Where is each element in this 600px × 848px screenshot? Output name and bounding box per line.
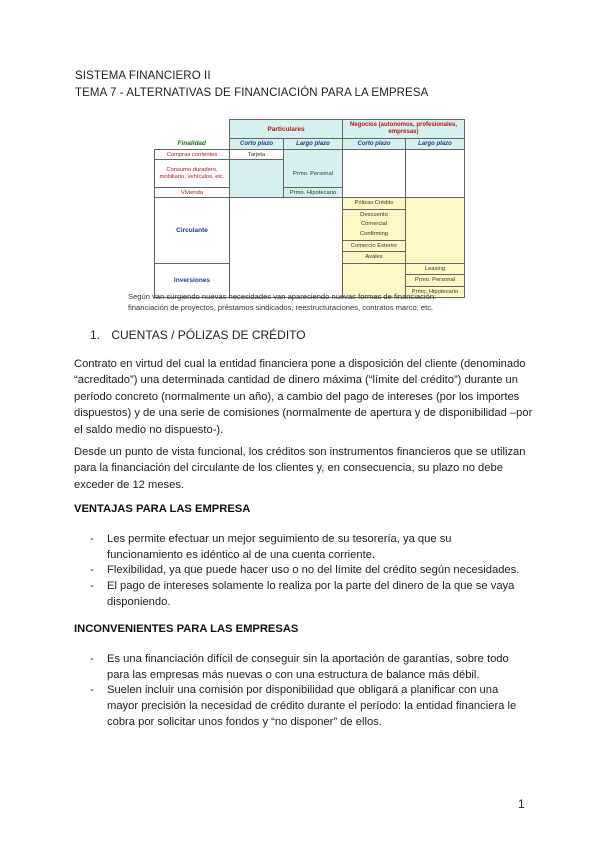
header-corto-plazo-negocios: Corto plazo xyxy=(343,139,406,150)
product-prmo-hipotecario: Prmo. Hipotecario xyxy=(411,288,459,295)
product-avales: Avales xyxy=(365,254,383,260)
section-number: 1. xyxy=(90,328,101,342)
document-header-topic: TEMA 7 - ALTERNATIVAS DE FINANCIACIÓN PARA LA EMPRESA xyxy=(75,87,429,99)
list-item: - Suelen incluir una comisión por disponibilidad que obligará a planificar con una mayor precisión la necesidad de crédito durante el período: la entidad financiera le cobra por solicitar unos fondos y “no disponer” de ellos. xyxy=(90,683,530,730)
product-leasing: Leasing xyxy=(406,264,464,276)
header-largo-plazo-negocios: Largo plazo xyxy=(406,139,465,150)
inconvenientes-heading: INCONVENIENTES PARA LAS EMPRESAS xyxy=(74,623,299,635)
paragraph-functional: Desde un punto de vista funcional, los créditos son instrumentos financieros que se utilizan para la financiación del circulante de los clientes y, en consecuencia, su plazo no debe exceder de 12 meses. xyxy=(74,446,526,491)
row-inversiones: Inversiones xyxy=(155,263,230,298)
cell-prmo-personal: Prmo. Personal xyxy=(293,170,333,177)
product-confirming: Confirming xyxy=(343,229,405,241)
financing-table xyxy=(154,119,465,298)
header-corto-plazo-particulares: Corto plazo xyxy=(230,139,284,150)
product-comercio-exterior: Comercio Exterior xyxy=(343,241,405,253)
table-caption xyxy=(128,291,436,313)
product-polizas-credito: Pólizas Crédito xyxy=(343,198,405,210)
row-vivienda: Vivienda xyxy=(155,188,230,198)
section-heading xyxy=(90,328,306,342)
row-circulante: Circulante xyxy=(155,198,230,264)
list-item: - Flexibilidad, ya que puede hacer uso o no del límite del crédito según necesidades. xyxy=(90,563,530,579)
ventajas-heading: VENTAJAS PARA LAS EMPRESA xyxy=(74,503,251,515)
document-header-subject: SISTEMA FINANCIERO II xyxy=(75,70,211,82)
header-finalidad: Finalidad xyxy=(155,139,230,150)
list-item: - El pago de intereses solamente lo realiza por la parte del dinero de la que se vaya disponiendo. xyxy=(90,579,530,610)
row-compras-corrientes: Compras corrientes xyxy=(155,150,230,160)
list-item: - Es una financiación difícil de conseguir sin la aportación de garantías, sobre todo para las empresas más nuevas o con una estructura de balance más débil. xyxy=(90,652,530,683)
product-prmo-personal: Prmo. Personal xyxy=(406,275,464,287)
circulante-products xyxy=(343,198,406,264)
paragraph-definition: Contrato en virtud del cual la entidad financiera pone a disposición del cliente (denominado “acreditado”) una determinada cantidad de dinero máxima (“límite del crédito”) durante un período concreto (normalmente un año), a cambio del pago de intereses (por los importes dispuestos) y de una serie de comisiones (normalmente de apertura y de disponibilidad –por el saldo medio no dispuesto-). xyxy=(74,358,533,436)
page-number: 1 xyxy=(518,797,525,811)
row-consumo-duradero: Consumo duradero, mobiliario, vehículos, etc. xyxy=(155,160,230,188)
inconvenientes-list xyxy=(90,652,530,731)
cell-prmo-hipotecario: Prmo. Hipotecario xyxy=(284,188,343,198)
header-particulares: Particulares xyxy=(230,120,343,139)
section-title: CUENTAS / PÓLIZAS DE CRÉDITO xyxy=(111,328,306,342)
caption-line-2: financiación de proyectos, préstamos sindicados, reestructuraciones, contratos marco, etc. xyxy=(128,303,434,312)
product-comercial: Comercial xyxy=(360,221,388,227)
list-item: - Les permite efectuar un mejor seguimiento de su tesorería, ya que su funcionamiento es idéntico al de una cuenta corriente. xyxy=(90,532,530,563)
header-negocios: Negocios (autonomos, profesionales, empresas) xyxy=(343,120,465,139)
cell-tarjeta: Tarjeta xyxy=(230,150,284,160)
caption-line-1: Según van surgiendo nuevas necesidades van apareciendo nuevas formas de financiación: xyxy=(128,292,437,301)
product-descuento: Descuento xyxy=(360,211,388,218)
ventajas-list xyxy=(90,532,530,611)
header-largo-plazo-particulares: Largo plazo xyxy=(284,139,343,150)
